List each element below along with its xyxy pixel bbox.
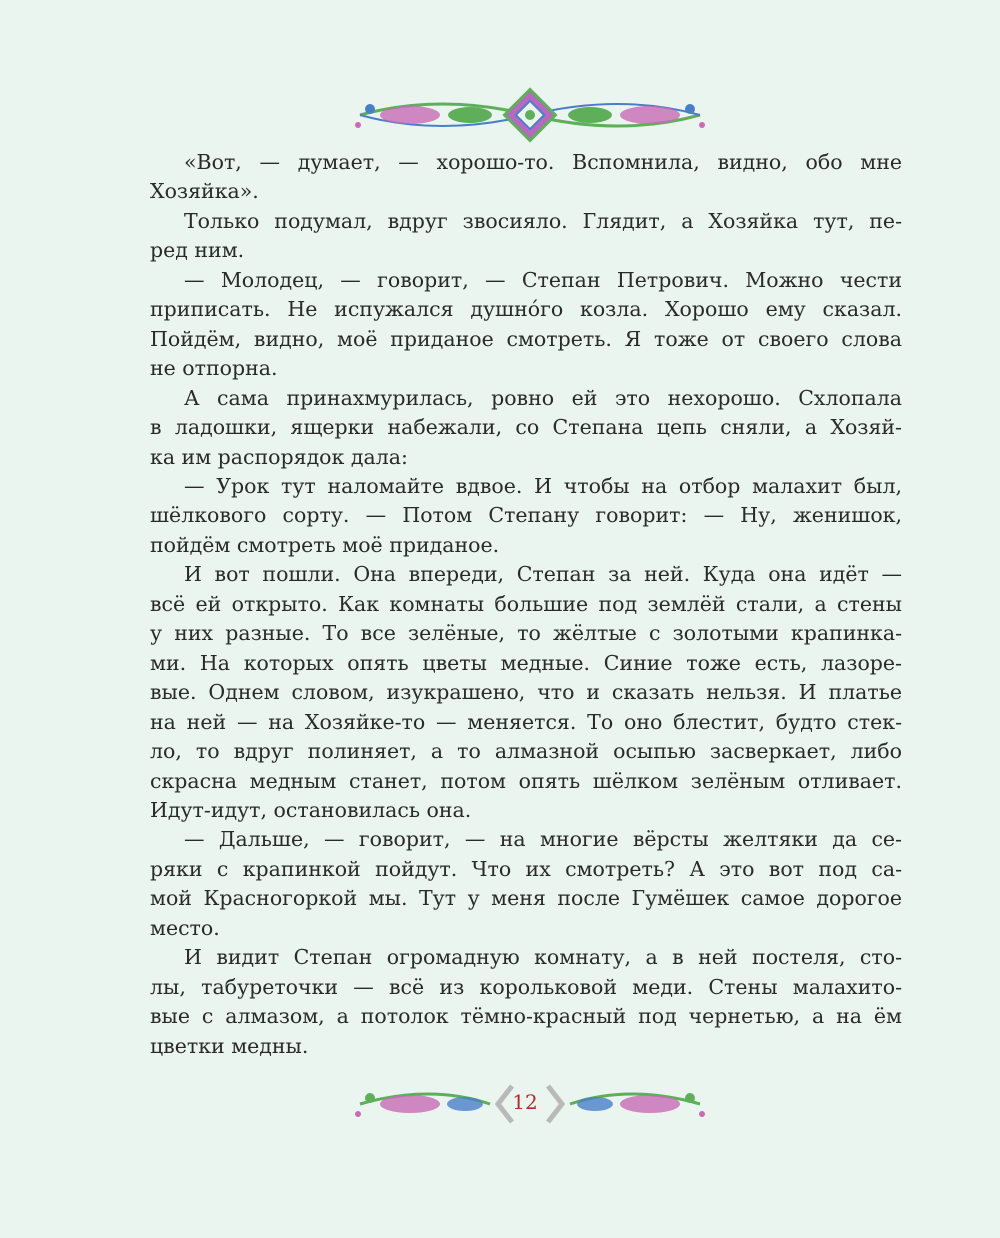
text-line: ло, то вдруг полиняет, а то алмазной осыпью засверкает, либо <box>150 739 902 764</box>
text-line: приписать. Не испужался душнóго козла. Хорошо ему сказал. <box>150 297 902 322</box>
text-line: Пойдём, видно, моё приданое смотреть. Я тоже от своего слова <box>150 326 902 351</box>
text-line: И видит Степан огромадную комнату, а в ней постеля, сто- <box>184 945 902 970</box>
text-line: вые с алмазом, а потолок тёмно-красный под чернетью, а на ём <box>150 1004 902 1029</box>
text-line: лы, табуреточки — всё из корольковой меди. Стены малахито- <box>150 974 902 999</box>
top-ornament <box>340 85 720 145</box>
page-body <box>150 148 902 1061</box>
text-line: мой Красногоркой мы. Тут у меня после Гумёшек самое дорогое <box>150 886 902 911</box>
text-line: Только подумал, вдруг звосияло. Глядит, а Хозяйка тут, пе- <box>184 208 902 233</box>
text-line: — Молодец, — говорит, — Степан Петрович. Можно чести <box>184 267 902 292</box>
text-line: И вот пошли. Она впереди, Степан за ней. Куда она идёт — <box>184 562 902 587</box>
text-line: шёлкового сорту. — Потом Степану говорит: — Ну, женишок, <box>150 503 902 528</box>
text-line: ряки с крапинкой пойдут. Что их смотреть? А это вот под са- <box>150 856 902 881</box>
text-line: не отпорна. <box>150 356 278 381</box>
text-line: у них разные. То все зелёные, то жёлтые с золотыми крапинка- <box>150 621 902 646</box>
text-line: скрасна медным станет, потом опять шёлком зелёным отливает. <box>150 768 902 793</box>
text-line: Хозяйка». <box>150 179 259 204</box>
text-line: пойдём смотреть моё приданое. <box>150 532 500 557</box>
text-line: место. <box>150 915 220 940</box>
text-line: на ней — на Хозяйке-то — меняется. То оно блестит, будто стек- <box>150 709 902 734</box>
text-line: «Вот, — думает, — хорошо-то. Вспомнила, видно, обо мне <box>184 150 902 174</box>
text-line: вые. Однем словом, изукрашено, что и сказать нельзя. И платье <box>150 680 902 705</box>
text-line: в ладошки, ящерки набежали, со Степана цепь сняли, а Хозяй- <box>150 415 902 440</box>
text-line: ред ним. <box>150 238 245 263</box>
text-line: Идут-идут, остановилась она. <box>150 797 472 822</box>
text-line: ка им распорядок дала: <box>150 444 408 469</box>
floral-ornament-icon <box>355 90 705 141</box>
text-line: цветки медны. <box>150 1033 309 1058</box>
text-line: А сама принахмурилась, ровно ей это нехорошо. Схлопала <box>184 385 902 410</box>
page-number: 12 <box>512 1090 538 1114</box>
text-line: — Урок тут наломайте вдвое. И чтобы на отбор малахит был, <box>184 473 902 498</box>
text-line: — Дальше, — говорит, — на многие вёрсты желтяки да се- <box>184 827 902 852</box>
text-line: ми. На которых опять цветы медные. Синие тоже есть, лазоре- <box>150 650 902 675</box>
text-line: всё ей открыто. Как комнаты большие под землёй стали, а стены <box>150 591 902 616</box>
